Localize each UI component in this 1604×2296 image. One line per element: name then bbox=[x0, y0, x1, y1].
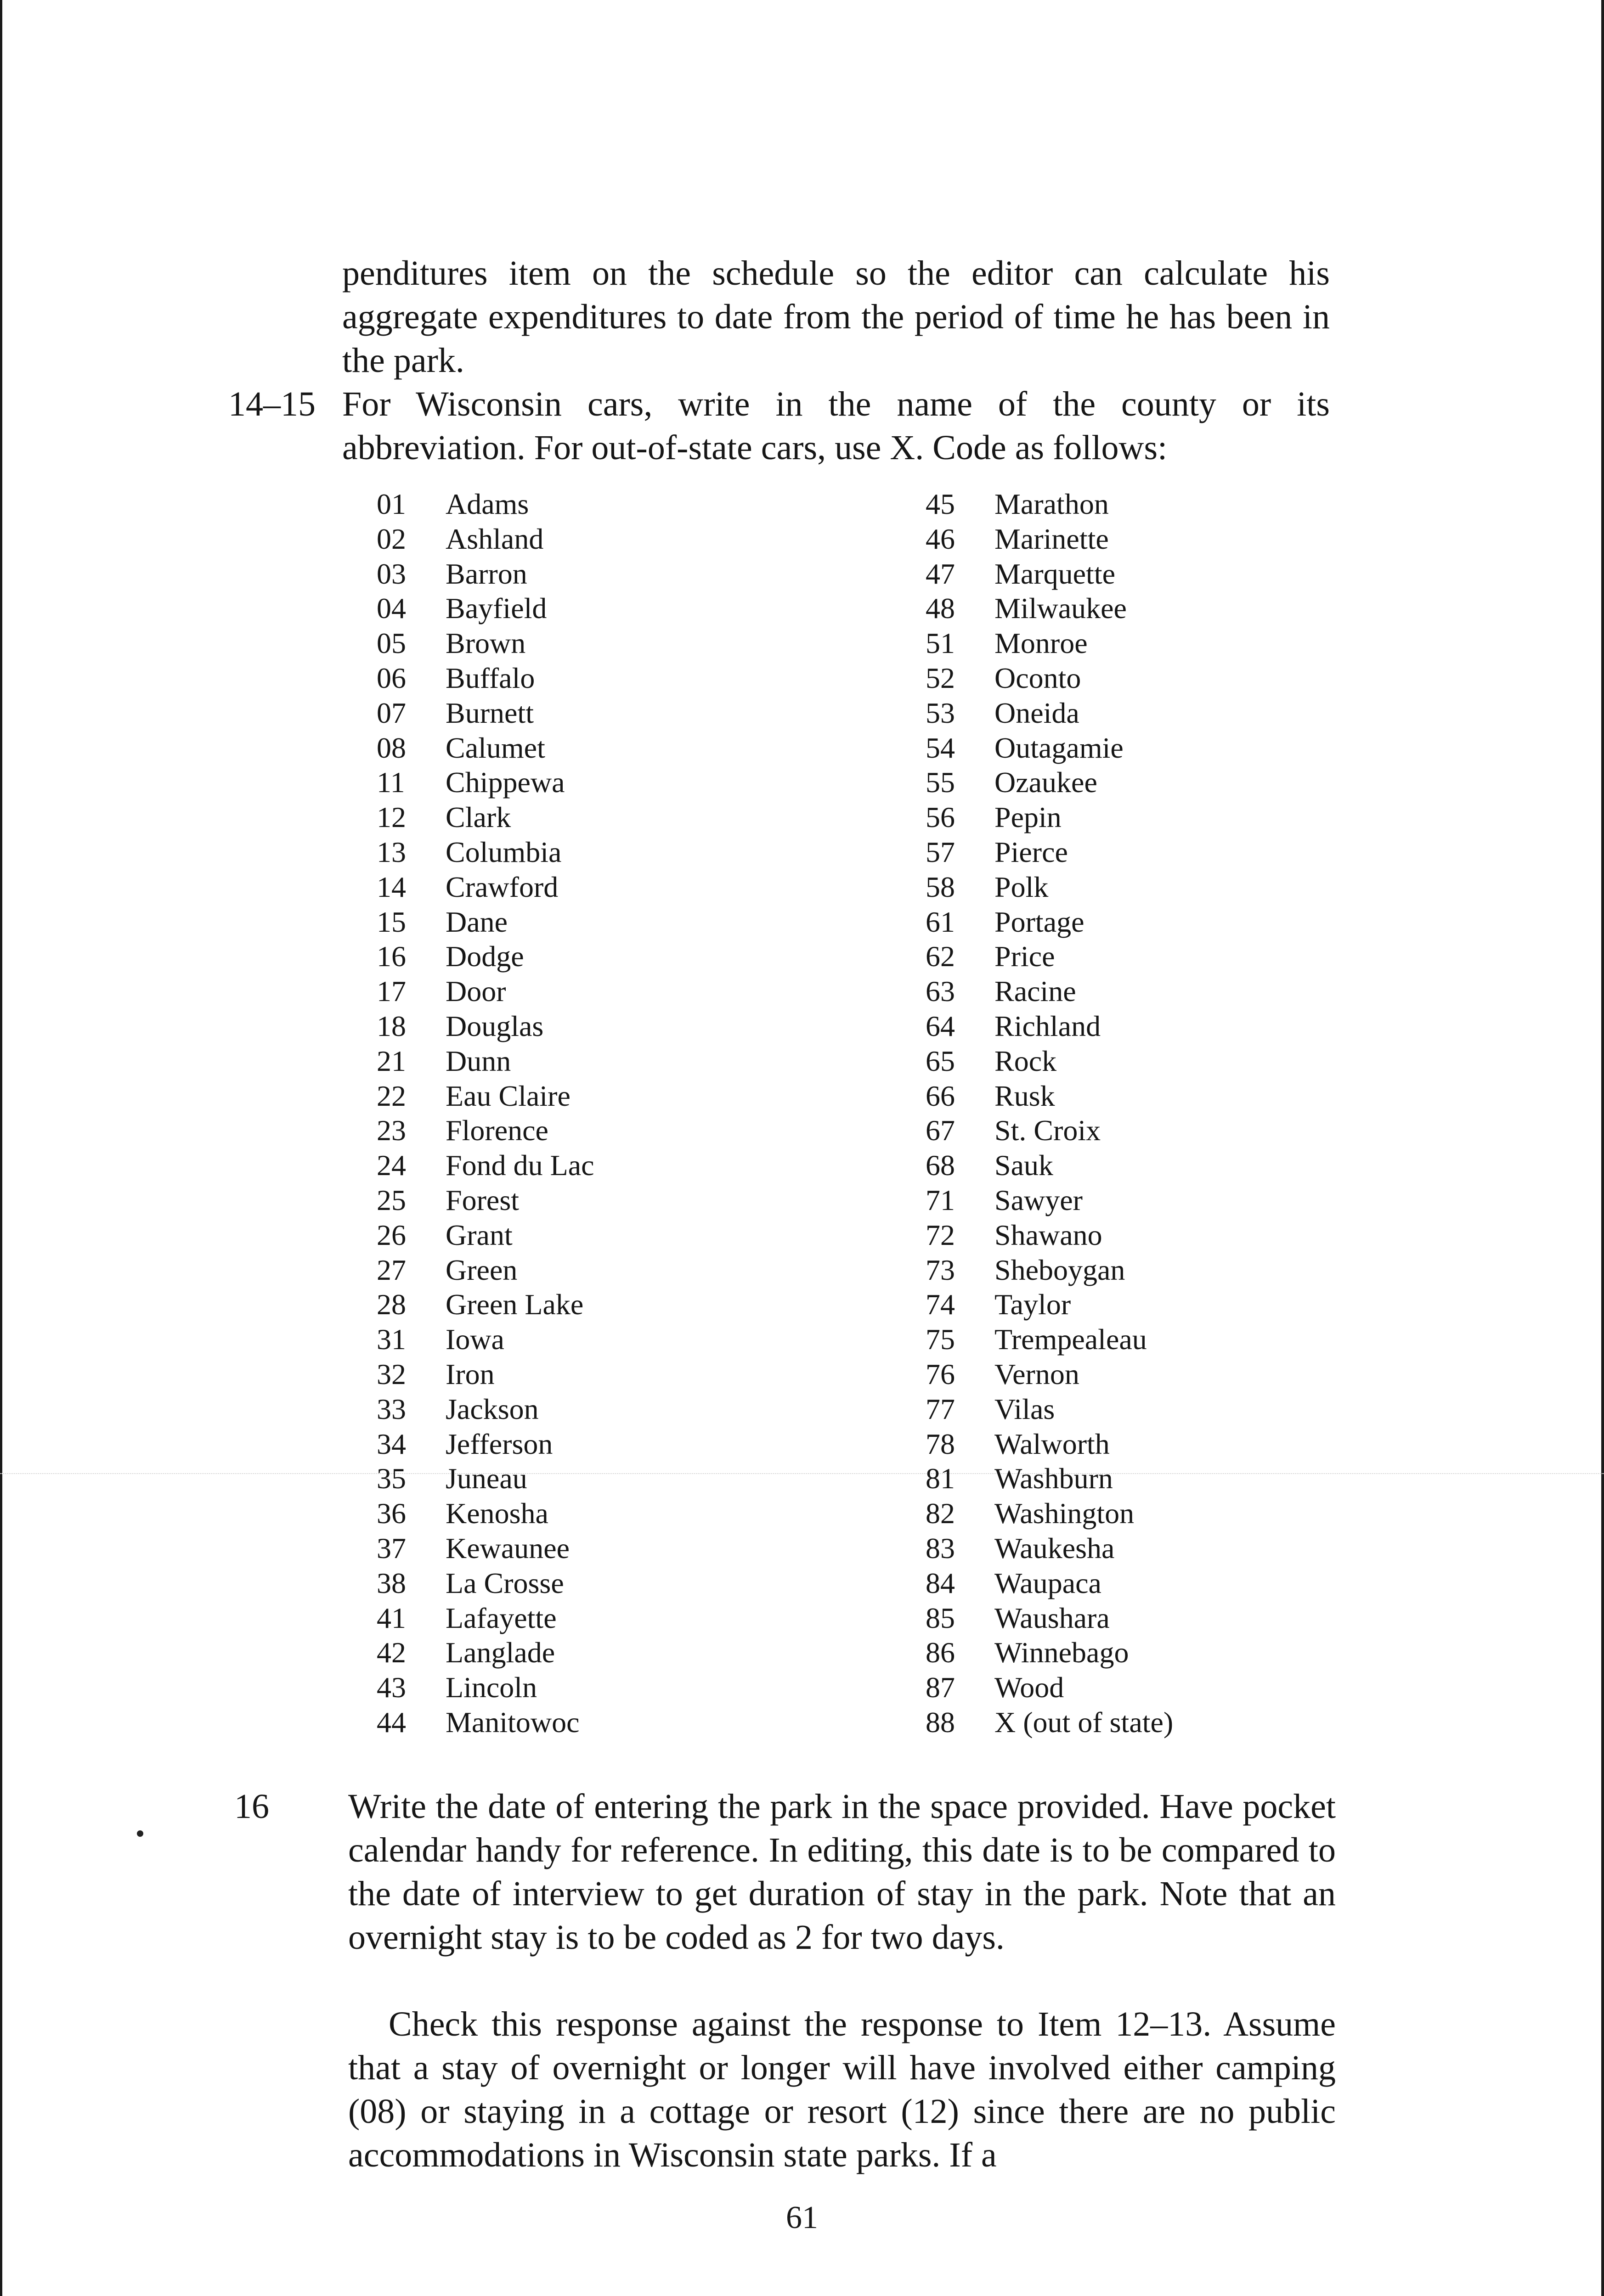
county-name: Ashland bbox=[446, 522, 544, 555]
county-name: Dunn bbox=[446, 1044, 511, 1077]
county-code-row bbox=[377, 1253, 594, 1288]
county-name: St. Croix bbox=[994, 1114, 1101, 1147]
county-name: Crawford bbox=[446, 870, 559, 903]
county-name: Monroe bbox=[994, 627, 1088, 660]
page-number: 61 bbox=[786, 2200, 818, 2235]
county-code-number: 21 bbox=[377, 1044, 406, 1077]
county-name: Polk bbox=[994, 870, 1049, 903]
county-code-number: 47 bbox=[926, 557, 955, 590]
county-codes-left-column bbox=[377, 487, 594, 1740]
county-code-row bbox=[926, 1044, 1173, 1079]
county-code-row bbox=[377, 1287, 594, 1322]
county-code-number: 16 bbox=[377, 940, 406, 973]
county-code-row bbox=[377, 661, 594, 696]
item-14-15-number: 14–15 bbox=[228, 385, 316, 423]
county-code-row bbox=[377, 1635, 594, 1670]
county-code-number: 13 bbox=[377, 835, 406, 868]
county-code-row bbox=[926, 1287, 1173, 1322]
county-code-row bbox=[926, 1601, 1173, 1636]
county-code-row bbox=[377, 800, 594, 835]
county-code-number: 54 bbox=[926, 731, 955, 764]
county-name: Taylor bbox=[994, 1288, 1071, 1321]
county-code-number: 27 bbox=[377, 1253, 406, 1286]
county-name: Iron bbox=[446, 1357, 495, 1390]
county-name: Pepin bbox=[994, 801, 1062, 834]
county-code-row bbox=[926, 1496, 1173, 1531]
county-name: Fond du Lac bbox=[446, 1149, 594, 1182]
county-code-row bbox=[377, 870, 594, 905]
county-name: Wood bbox=[994, 1671, 1064, 1704]
county-code-row bbox=[377, 1322, 594, 1357]
county-code-number: 31 bbox=[377, 1323, 406, 1356]
county-code-number: 41 bbox=[377, 1601, 406, 1634]
county-code-number: 86 bbox=[926, 1636, 955, 1669]
county-name: Kewaunee bbox=[446, 1531, 570, 1564]
county-code-row bbox=[926, 557, 1173, 591]
county-name: Washburn bbox=[994, 1462, 1113, 1495]
county-code-number: 15 bbox=[377, 905, 406, 938]
item-16-paragraph-2: Check this response against the response to Item 12–13. Assume that a stay of overnight or longer will have involved either camping (08) or staying in a cottage or resort (12) since there are no public accommodations in Wisconsin state parks. If a bbox=[348, 2005, 1336, 2174]
county-code-row bbox=[926, 591, 1173, 626]
county-code-row bbox=[926, 696, 1173, 731]
county-name: Pierce bbox=[994, 835, 1068, 868]
county-code-number: 65 bbox=[926, 1044, 955, 1077]
county-name: Jefferson bbox=[446, 1427, 553, 1460]
county-code-number: 56 bbox=[926, 801, 955, 834]
county-code-number: 76 bbox=[926, 1357, 955, 1390]
county-code-row bbox=[926, 939, 1173, 974]
county-code-number: 18 bbox=[377, 1009, 406, 1042]
county-name: Dane bbox=[446, 905, 508, 938]
county-code-number: 03 bbox=[377, 557, 406, 590]
county-code-row bbox=[377, 1496, 594, 1531]
county-code-row bbox=[926, 487, 1173, 522]
county-name: Lincoln bbox=[446, 1671, 537, 1704]
item-16-number: 16 bbox=[234, 1787, 269, 1826]
county-code-row bbox=[377, 1531, 594, 1566]
county-name: Sauk bbox=[994, 1149, 1053, 1182]
county-name: Vilas bbox=[994, 1392, 1055, 1425]
item-16-paragraph-1: Write the date of entering the park in the space provided. Have pocket calendar handy for reference. In editing, this date is to be compared to the date of interview to get duration of stay in the park. Note that an overnight stay is to be coded as 2 for two days. bbox=[348, 1787, 1336, 1957]
county-code-number: 25 bbox=[377, 1183, 406, 1216]
county-code-row bbox=[926, 835, 1173, 870]
county-code-row bbox=[926, 1427, 1173, 1462]
county-code-number: 45 bbox=[926, 488, 955, 520]
county-code-number: 82 bbox=[926, 1497, 955, 1530]
item-14-15-text: For Wisconsin cars, write in the name of the county or its abbreviation. For out-of-state cars, use X. Code as follows: bbox=[342, 385, 1330, 467]
county-code-row bbox=[377, 1009, 594, 1044]
county-code-row bbox=[926, 731, 1173, 765]
county-code-row bbox=[377, 1601, 594, 1636]
county-code-number: 14 bbox=[377, 870, 406, 903]
county-name: Kenosha bbox=[446, 1497, 548, 1530]
county-name: Marquette bbox=[994, 557, 1115, 590]
county-name: Barron bbox=[446, 557, 527, 590]
county-code-row bbox=[926, 522, 1173, 557]
county-name: Langlade bbox=[446, 1636, 555, 1669]
county-code-number: 81 bbox=[926, 1462, 955, 1495]
county-code-number: 63 bbox=[926, 975, 955, 1008]
county-code-number: 24 bbox=[377, 1149, 406, 1182]
county-code-row bbox=[377, 1044, 594, 1079]
county-code-number: 72 bbox=[926, 1218, 955, 1251]
county-codes-right-column bbox=[926, 487, 1173, 1740]
county-name: Outagamie bbox=[994, 731, 1124, 764]
county-code-number: 78 bbox=[926, 1427, 955, 1460]
intro-paragraph: penditures item on the schedule so the editor can calculate his aggregate expenditures to date from the period of time he has been in the park. bbox=[342, 254, 1330, 380]
county-code-number: 12 bbox=[377, 801, 406, 834]
county-code-row bbox=[926, 1705, 1173, 1740]
county-name: Walworth bbox=[994, 1427, 1110, 1460]
county-code-number: 64 bbox=[926, 1009, 955, 1042]
county-code-number: 43 bbox=[377, 1671, 406, 1704]
county-code-row bbox=[377, 557, 594, 591]
county-code-number: 73 bbox=[926, 1253, 955, 1286]
county-name: Winnebago bbox=[994, 1636, 1129, 1669]
county-code-row bbox=[377, 1461, 594, 1496]
county-code-row bbox=[377, 1392, 594, 1427]
scan-border-right bbox=[1601, 0, 1604, 2296]
county-name: Vernon bbox=[994, 1357, 1079, 1390]
county-code-number: 85 bbox=[926, 1601, 955, 1634]
county-code-number: 17 bbox=[377, 975, 406, 1008]
county-code-row bbox=[926, 1357, 1173, 1392]
county-code-row bbox=[926, 1079, 1173, 1114]
county-code-row bbox=[377, 1427, 594, 1462]
county-name: Trempealeau bbox=[994, 1323, 1147, 1356]
county-name: Iowa bbox=[446, 1323, 504, 1356]
county-code-number: 22 bbox=[377, 1079, 406, 1112]
county-code-number: 52 bbox=[926, 661, 955, 694]
county-code-row bbox=[377, 1218, 594, 1253]
county-code-number: 46 bbox=[926, 522, 955, 555]
county-code-number: 01 bbox=[377, 488, 406, 520]
county-code-number: 88 bbox=[926, 1705, 955, 1739]
county-code-row bbox=[377, 1566, 594, 1601]
county-code-number: 48 bbox=[926, 592, 955, 625]
county-code-row bbox=[926, 1253, 1173, 1288]
county-name: X (out of state) bbox=[994, 1705, 1174, 1739]
county-code-row bbox=[377, 1079, 594, 1114]
county-code-row bbox=[377, 731, 594, 765]
county-code-row bbox=[377, 591, 594, 626]
county-code-number: 32 bbox=[377, 1357, 406, 1390]
county-name: Florence bbox=[446, 1114, 548, 1147]
county-code-number: 37 bbox=[377, 1531, 406, 1564]
county-code-number: 06 bbox=[377, 661, 406, 694]
county-code-number: 84 bbox=[926, 1566, 955, 1599]
county-code-number: 34 bbox=[377, 1427, 406, 1460]
county-code-row bbox=[926, 1531, 1173, 1566]
county-name: Clark bbox=[446, 801, 511, 834]
county-code-number: 38 bbox=[377, 1566, 406, 1599]
county-code-row bbox=[926, 800, 1173, 835]
county-name: Columbia bbox=[446, 835, 562, 868]
county-code-number: 83 bbox=[926, 1531, 955, 1564]
county-code-number: 77 bbox=[926, 1392, 955, 1425]
county-name: Juneau bbox=[446, 1462, 527, 1495]
county-name: Marathon bbox=[994, 488, 1109, 520]
county-name: Eau Claire bbox=[446, 1079, 570, 1112]
county-code-number: 74 bbox=[926, 1288, 955, 1321]
county-code-row bbox=[926, 1635, 1173, 1670]
county-name: Waushara bbox=[994, 1601, 1110, 1634]
county-code-number: 68 bbox=[926, 1149, 955, 1182]
county-name: La Crosse bbox=[446, 1566, 564, 1599]
county-code-number: 75 bbox=[926, 1323, 955, 1356]
county-name: Burnett bbox=[446, 696, 534, 729]
county-code-row bbox=[377, 1670, 594, 1705]
county-name: Sawyer bbox=[994, 1183, 1083, 1216]
county-code-number: 28 bbox=[377, 1288, 406, 1321]
county-code-row bbox=[926, 626, 1173, 661]
county-code-number: 11 bbox=[377, 766, 405, 799]
county-name: Green Lake bbox=[446, 1288, 584, 1321]
county-name: Calumet bbox=[446, 731, 545, 764]
county-code-row bbox=[926, 870, 1173, 905]
county-name: Sheboygan bbox=[994, 1253, 1125, 1286]
county-code-number: 87 bbox=[926, 1671, 955, 1704]
county-code-row bbox=[926, 1322, 1173, 1357]
county-code-number: 23 bbox=[377, 1114, 406, 1147]
county-name: Shawano bbox=[994, 1218, 1102, 1251]
county-name: Marinette bbox=[994, 522, 1109, 555]
county-code-row bbox=[377, 522, 594, 557]
county-code-row bbox=[926, 1183, 1173, 1218]
county-code-row bbox=[926, 1113, 1173, 1148]
county-code-row bbox=[377, 1357, 594, 1392]
county-code-number: 53 bbox=[926, 696, 955, 729]
county-code-row bbox=[926, 1218, 1173, 1253]
county-name: Adams bbox=[446, 488, 529, 520]
county-name: Oneida bbox=[994, 696, 1079, 729]
county-code-row bbox=[377, 1148, 594, 1183]
county-code-row bbox=[926, 1148, 1173, 1183]
county-code-row bbox=[926, 1009, 1173, 1044]
county-code-number: 04 bbox=[377, 592, 406, 625]
county-code-row bbox=[926, 1392, 1173, 1427]
county-name: Green bbox=[446, 1253, 518, 1286]
county-code-row bbox=[377, 974, 594, 1009]
county-code-row bbox=[926, 1566, 1173, 1601]
county-code-number: 71 bbox=[926, 1183, 955, 1216]
county-code-number: 07 bbox=[377, 696, 406, 729]
county-code-row bbox=[377, 487, 594, 522]
county-code-number: 67 bbox=[926, 1114, 955, 1147]
county-code-number: 05 bbox=[377, 627, 406, 660]
county-name: Portage bbox=[994, 905, 1084, 938]
county-name: Oconto bbox=[994, 661, 1081, 694]
county-code-number: 08 bbox=[377, 731, 406, 764]
county-code-number: 44 bbox=[377, 1705, 406, 1739]
county-name: Ozaukee bbox=[994, 766, 1097, 799]
county-name: Price bbox=[994, 940, 1055, 973]
county-name: Racine bbox=[994, 975, 1076, 1008]
county-name: Manitowoc bbox=[446, 1705, 580, 1739]
county-name: Forest bbox=[446, 1183, 519, 1216]
county-name: Douglas bbox=[446, 1009, 544, 1042]
county-name: Washington bbox=[994, 1497, 1135, 1530]
county-code-row bbox=[926, 1461, 1173, 1496]
county-code-number: 55 bbox=[926, 766, 955, 799]
county-code-row bbox=[377, 905, 594, 940]
county-code-row bbox=[377, 626, 594, 661]
county-code-row bbox=[926, 765, 1173, 800]
county-code-row bbox=[926, 1670, 1173, 1705]
county-name: Jackson bbox=[446, 1392, 539, 1425]
county-name: Chippewa bbox=[446, 766, 565, 799]
county-code-row bbox=[926, 905, 1173, 940]
county-code-number: 66 bbox=[926, 1079, 955, 1112]
county-name: Brown bbox=[446, 627, 526, 660]
county-code-number: 58 bbox=[926, 870, 955, 903]
county-code-number: 57 bbox=[926, 835, 955, 868]
county-code-row bbox=[926, 661, 1173, 696]
county-name: Waupaca bbox=[994, 1566, 1101, 1599]
county-code-row bbox=[926, 974, 1173, 1009]
county-code-number: 42 bbox=[377, 1636, 406, 1669]
county-name: Dodge bbox=[446, 940, 524, 973]
county-code-number: 61 bbox=[926, 905, 955, 938]
county-name: Waukesha bbox=[994, 1531, 1115, 1564]
county-code-number: 26 bbox=[377, 1218, 406, 1251]
county-code-number: 02 bbox=[377, 522, 406, 555]
county-code-row bbox=[377, 1113, 594, 1148]
county-name: Buffalo bbox=[446, 661, 535, 694]
county-code-number: 51 bbox=[926, 627, 955, 660]
county-code-row bbox=[377, 696, 594, 731]
scan-border-left bbox=[0, 0, 2, 2296]
county-name: Grant bbox=[446, 1218, 513, 1251]
county-code-number: 35 bbox=[377, 1462, 406, 1495]
margin-bullet-mark bbox=[137, 1830, 143, 1837]
county-code-number: 36 bbox=[377, 1497, 406, 1530]
scan-artifact-line bbox=[0, 1473, 1604, 1474]
county-code-number: 62 bbox=[926, 940, 955, 973]
county-code-row bbox=[377, 1183, 594, 1218]
county-name: Lafayette bbox=[446, 1601, 557, 1634]
county-code-number: 33 bbox=[377, 1392, 406, 1425]
county-code-row bbox=[377, 765, 594, 800]
county-name: Rusk bbox=[994, 1079, 1055, 1112]
county-code-row bbox=[377, 939, 594, 974]
county-name: Milwaukee bbox=[994, 592, 1127, 625]
county-name: Door bbox=[446, 975, 506, 1008]
county-name: Richland bbox=[994, 1009, 1101, 1042]
county-code-row bbox=[377, 1705, 594, 1740]
county-code-row bbox=[377, 835, 594, 870]
county-name: Rock bbox=[994, 1044, 1057, 1077]
county-name: Bayfield bbox=[446, 592, 547, 625]
